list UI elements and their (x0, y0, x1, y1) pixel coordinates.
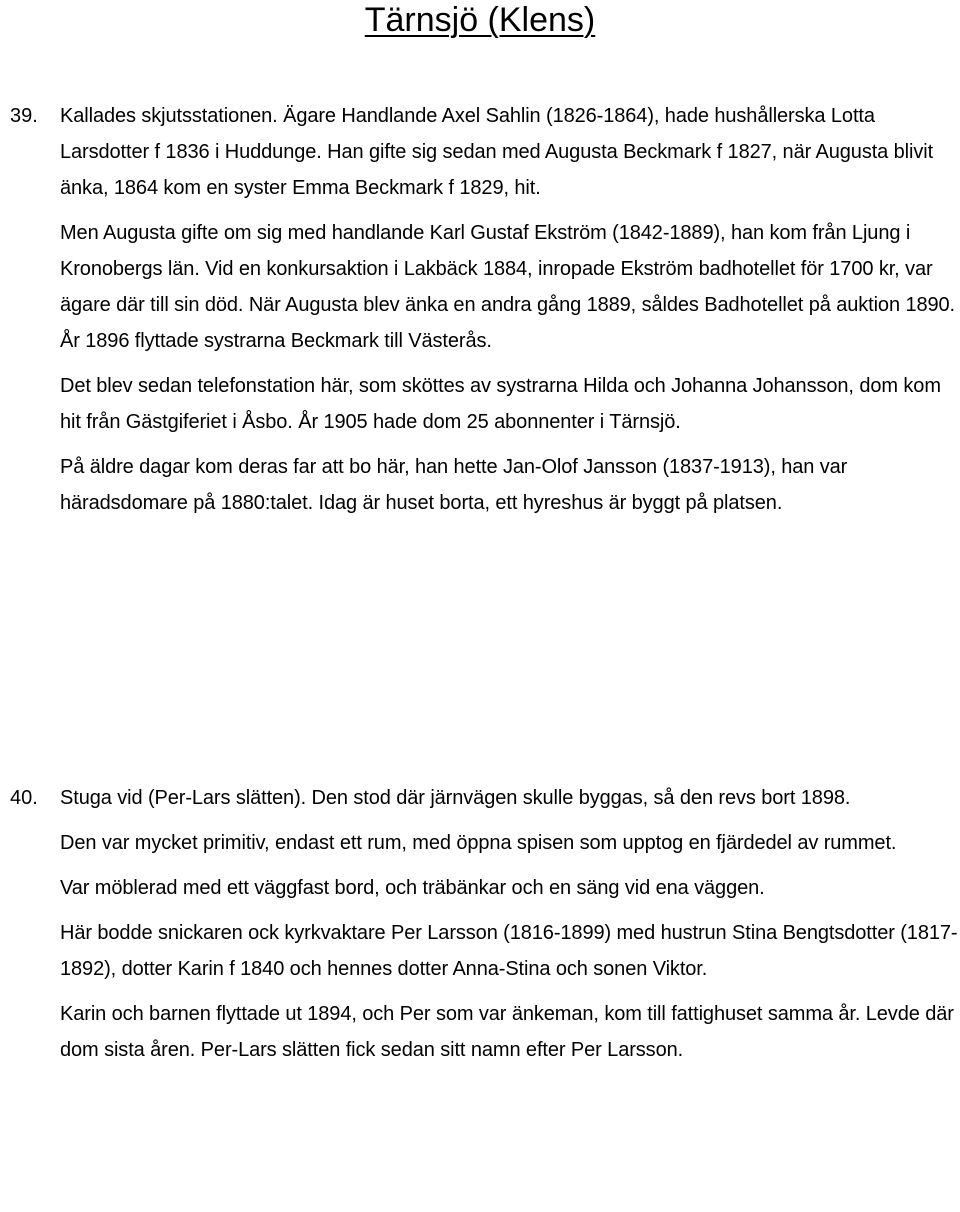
paragraph: Var möblerad med ett väggfast bord, och träbänkar och en säng vid ena väggen. (60, 877, 765, 899)
entry-body (60, 98, 958, 521)
paragraph: Kallades skjutsstationen. Ägare Handlande Axel Sahlin (1826-1864), hade hushållerska Lotta Larsdotter f 1836 i Huddunge. Han gifte sig sedan med Augusta Beckmark f 1827, när Augusta blivit änka, 1864 kom en syster Emma Beckmark f 1829, hit. (60, 105, 934, 199)
paragraph: Karin och barnen flyttade ut 1894, och Per som var änkeman, kom till fattighuset samma år. Levde där dom sista åren. Per-Lars slätten fick sedan sitt namn efter Per Larsson. (60, 1003, 954, 1061)
page-title: Tärnsjö (Klens) (364, 1, 596, 39)
paragraph: Här bodde snickaren ock kyrkvaktare Per Larsson (1816-1899) med hustrun Stina Bengtsdotter (1817-1892), dotter Karin f 1840 och hennes dotter Anna-Stina och sonen Viktor. (60, 922, 958, 980)
entry-number: 40. (10, 787, 38, 809)
paragraph: Men Augusta gifte om sig med handlande Karl Gustaf Ekström (1842-1889), han kom från Ljung i Kronobergs län. Vid en konkursaktion i Lakbäck 1884, inropade Ekström badhotellet för 1700 kr, var ägare där till sin död. När Augusta blev änka en andra gång 1889, såldes Badhotellet på auktion 1890. År 1896 flyttade systrarna Beckmark till Västerås. (60, 222, 955, 352)
paragraph: Det blev sedan telefonstation här, som sköttes av systrarna Hilda och Johanna Johansson, dom kom hit från Gästgiferiet i Åsbo. År 1905 hade dom 25 abonnenter i Tärnsjö. (60, 375, 941, 433)
paragraph: Den var mycket primitiv, endast ett rum, med öppna spisen som upptog en fjärdedel av rummet. (60, 832, 897, 854)
entry-number: 39. (10, 105, 38, 127)
entry-40 (0, 780, 960, 1077)
entry-body (60, 780, 958, 1068)
entry-39 (0, 98, 960, 530)
paragraph: På äldre dagar kom deras far att bo här, han hette Jan-Olof Jansson (1837-1913), han var häradsdomare på 1880:talet. Idag är huset borta, ett hyreshus är byggt på platsen. (60, 456, 848, 514)
paragraph: Stuga vid (Per-Lars slätten). Den stod där järnvägen skulle byggas, så den revs bort 1898. (60, 787, 851, 809)
